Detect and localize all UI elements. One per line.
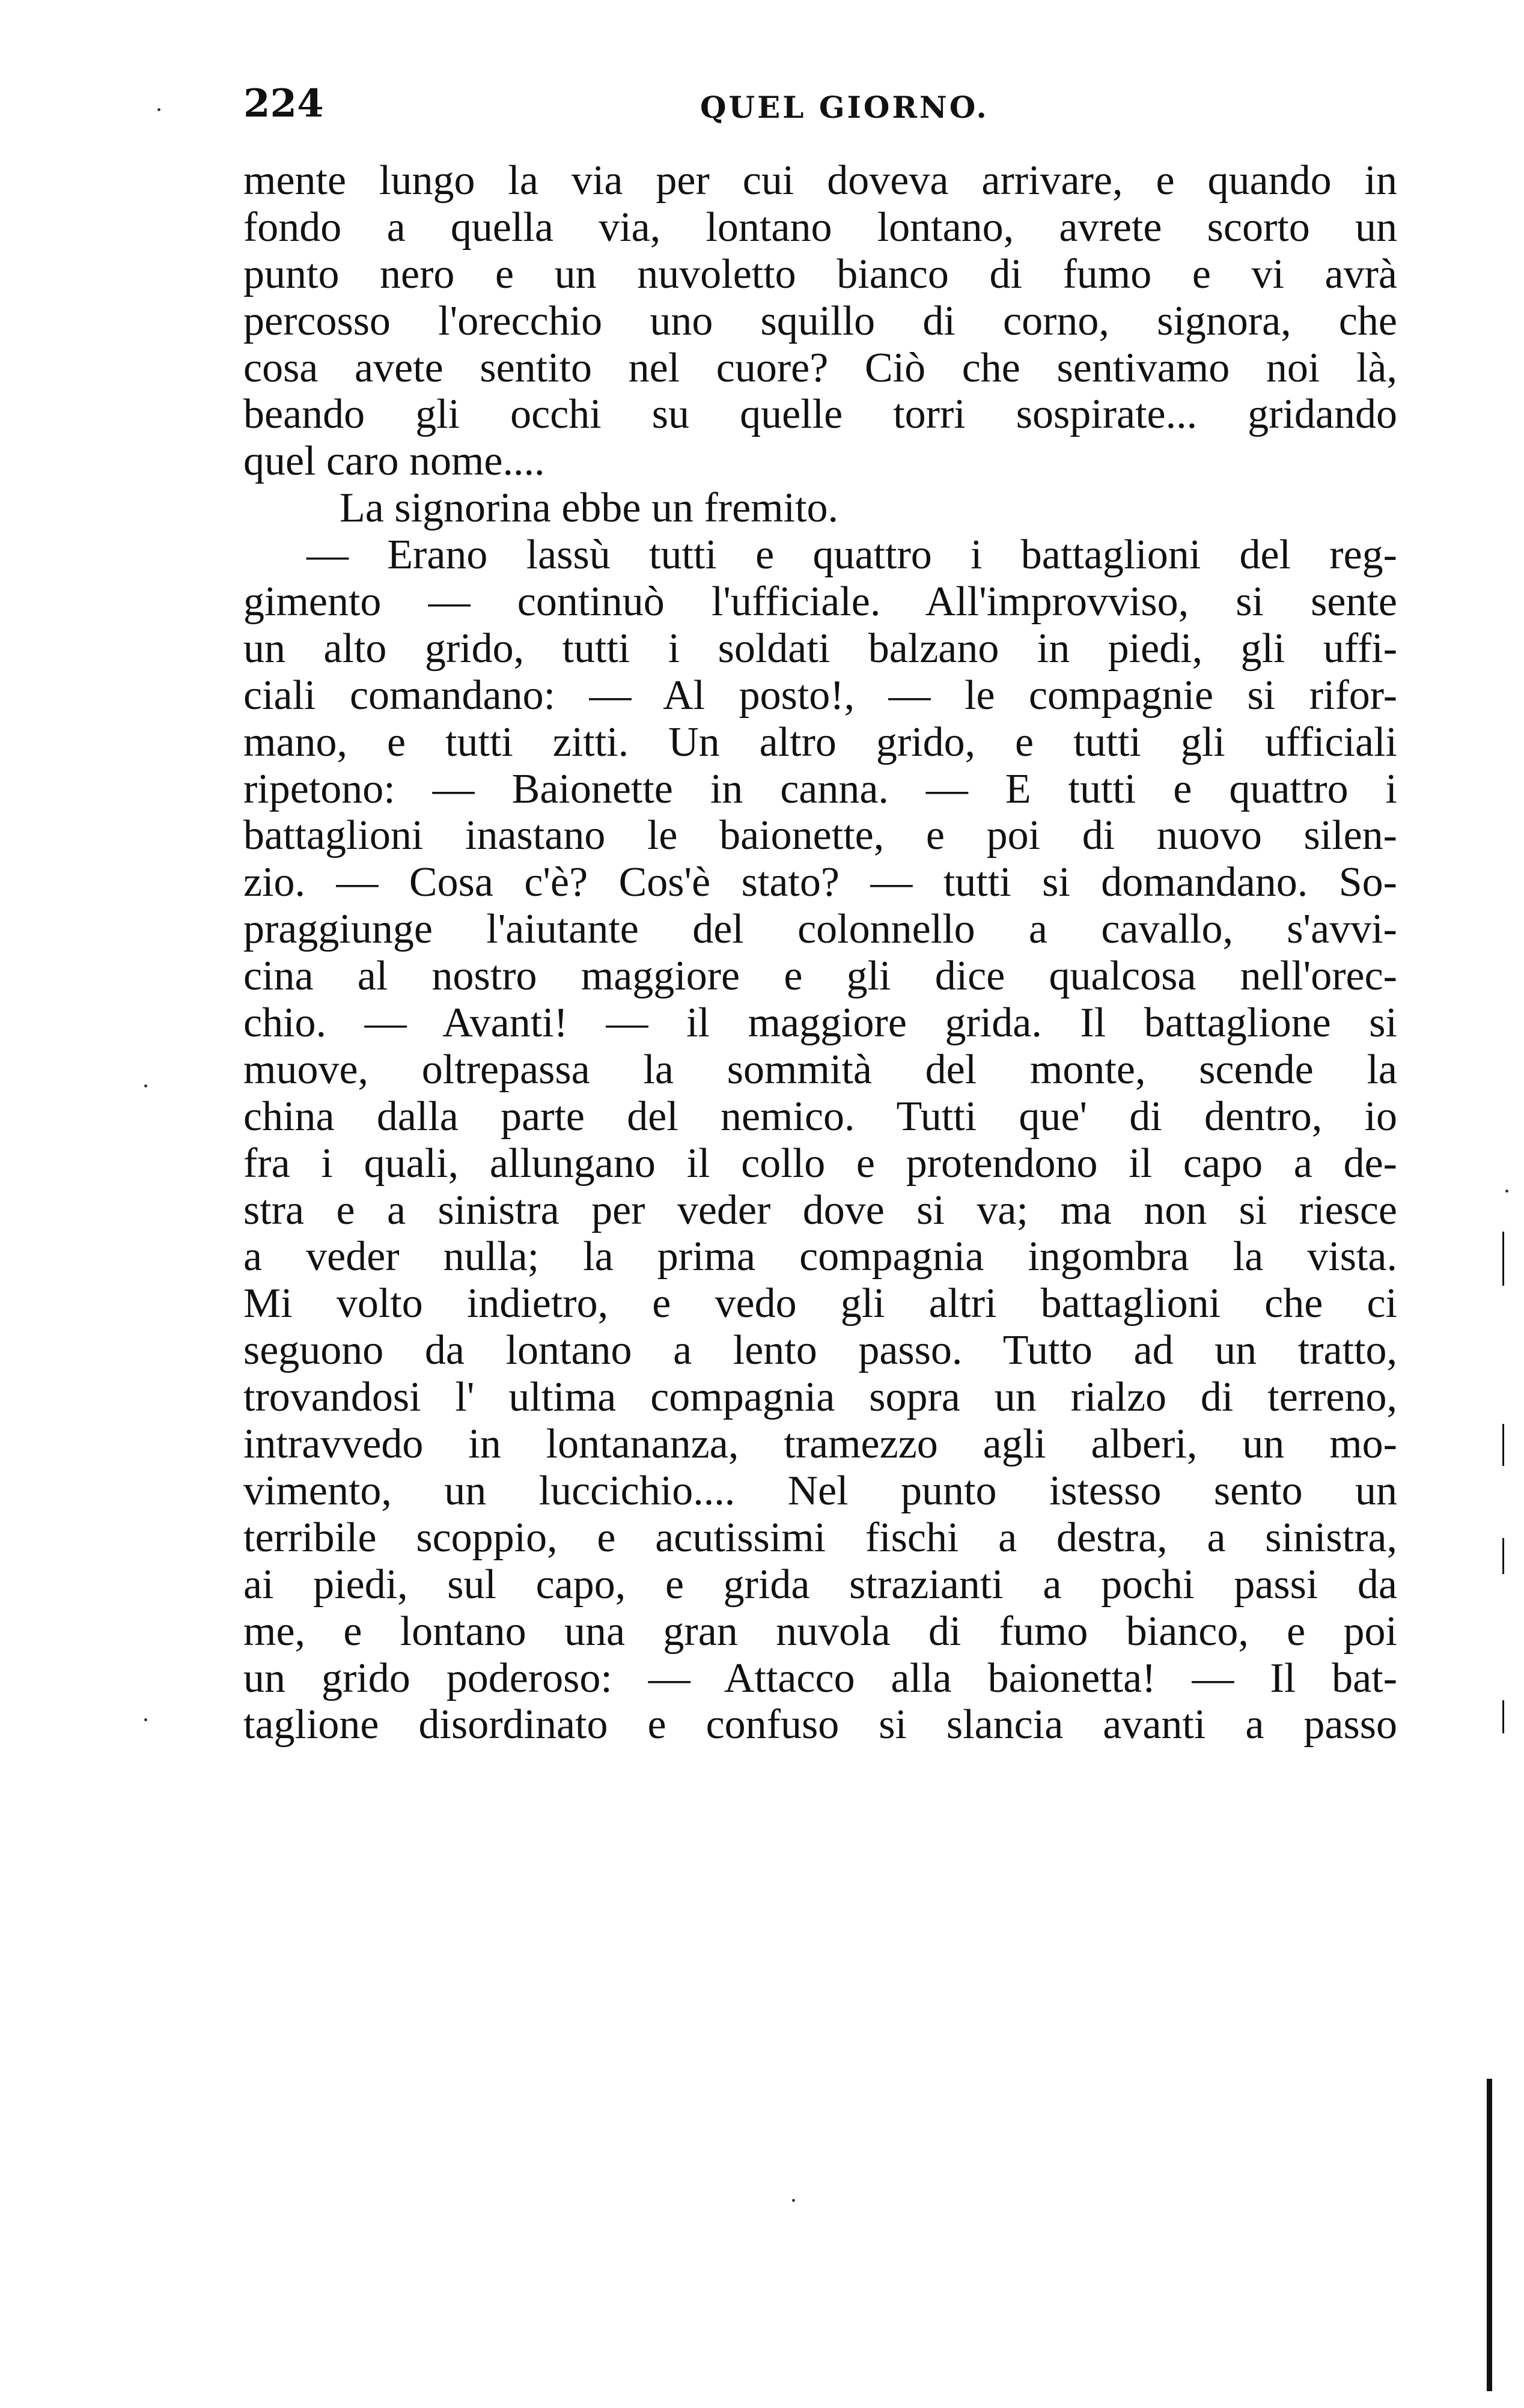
binding-edge-mark [1502, 1538, 1504, 1574]
scan-speck [144, 1084, 147, 1087]
text-line: praggiunge l'aiutante del colonnello a cavallo, s'avvi- [243, 906, 1397, 953]
text-line: cina al nostro maggiore e gli dice qualcosa nell'orec- [243, 953, 1397, 1000]
scan-speck [157, 108, 160, 111]
text-line: ai piedi, sul capo, e grida strazianti a pochi passi da [243, 1561, 1397, 1608]
text-line: chio. — Avanti! — il maggiore grida. Il battaglione si [243, 1000, 1397, 1047]
text-line: battaglioni inastano le baionette, e poi di nuovo silen- [243, 812, 1397, 859]
text-line: a veder nulla; la prima compagnia ingombra la vista. [243, 1233, 1397, 1280]
text-line: punto nero e un nuvoletto bianco di fumo e vi avrà [243, 251, 1397, 297]
text-line: fondo a quella via, lontano lontano, avrete scorto un [243, 204, 1397, 251]
binding-edge-shadow [1487, 2079, 1492, 2391]
scan-speck [1505, 1190, 1508, 1193]
text-line: beando gli occhi su quelle torri sospirate... gridando [243, 391, 1397, 438]
text-line: china dalla parte del nemico. Tutti que' di dentro, io [243, 1093, 1397, 1140]
text-line: percosso l'orecchio uno squillo di corno, signora, che [243, 297, 1397, 344]
running-title: QUEL GIORNO. [700, 90, 989, 125]
text-line: taglione disordinato e confuso si slancia avanti a passo [243, 1701, 1397, 1748]
text-line: un grido poderoso: — Attacco alla baionetta! — Il bat- [243, 1655, 1397, 1701]
text-line: cosa avete sentito nel cuore? Ciò che sentivamo noi là, [243, 344, 1397, 391]
binding-edge-mark [1502, 1700, 1504, 1733]
text-line: mano, e tutti zitti. Un altro grido, e tutti gli ufficiali [243, 719, 1397, 765]
page-header [243, 77, 1421, 131]
binding-edge-mark [1502, 1232, 1504, 1286]
text-line: ciali comandano: — Al posto!, — le compagnie si rifor- [243, 672, 1397, 719]
text-line: quel caro nome.... [243, 438, 545, 485]
text-line: La signorina ebbe un fremito. [340, 485, 839, 532]
text-line: muove, oltrepassa la sommità del monte, scende la [243, 1046, 1397, 1093]
text-line: gimento — continuò l'ufficiale. All'improvviso, si sente [243, 579, 1397, 625]
text-line: vimento, un luccichio.... Nel punto istesso sento un [243, 1467, 1397, 1514]
text-line: Mi volto indietro, e vedo gli altri battaglioni che ci [243, 1280, 1397, 1327]
text-line: ripetono: — Baionette in canna. — E tutti e quattro i [243, 765, 1397, 812]
text-line: seguono da lontano a lento passo. Tutto ad un tratto, [243, 1327, 1397, 1374]
text-line: stra e a sinistra per veder dove si va; ma non si riesce [243, 1187, 1397, 1233]
text-line: zio. — Cosa c'è? Cos'è stato? — tutti si domandano. So- [243, 859, 1397, 906]
scan-speck [792, 2199, 795, 2202]
text-line: fra i quali, allungano il collo e protendono il capo a de- [243, 1140, 1397, 1187]
text-line: intravvedo in lontananza, tramezzo agli alberi, un mo- [243, 1421, 1397, 1468]
text-line: terribile scoppio, e acutissimi fischi a destra, a sinistra, [243, 1514, 1397, 1561]
text-line: mente lungo la via per cui doveva arrivare, e quando in [243, 157, 1397, 204]
page-body [243, 157, 1397, 1748]
text-line: me, e lontano una gran nuvola di fumo bianco, e poi [243, 1608, 1397, 1655]
binding-edge-mark [1502, 1424, 1504, 1466]
text-line: trovandosi l' ultima compagnia sopra un rialzo di terreno, [243, 1374, 1397, 1421]
scan-speck [144, 1718, 147, 1721]
page-number: 224 [243, 81, 324, 126]
text-line: — Erano lassù tutti e quattro i battaglioni del reg- [306, 532, 1397, 579]
text-line: un alto grido, tutti i soldati balzano in piedi, gli uffi- [243, 625, 1397, 672]
